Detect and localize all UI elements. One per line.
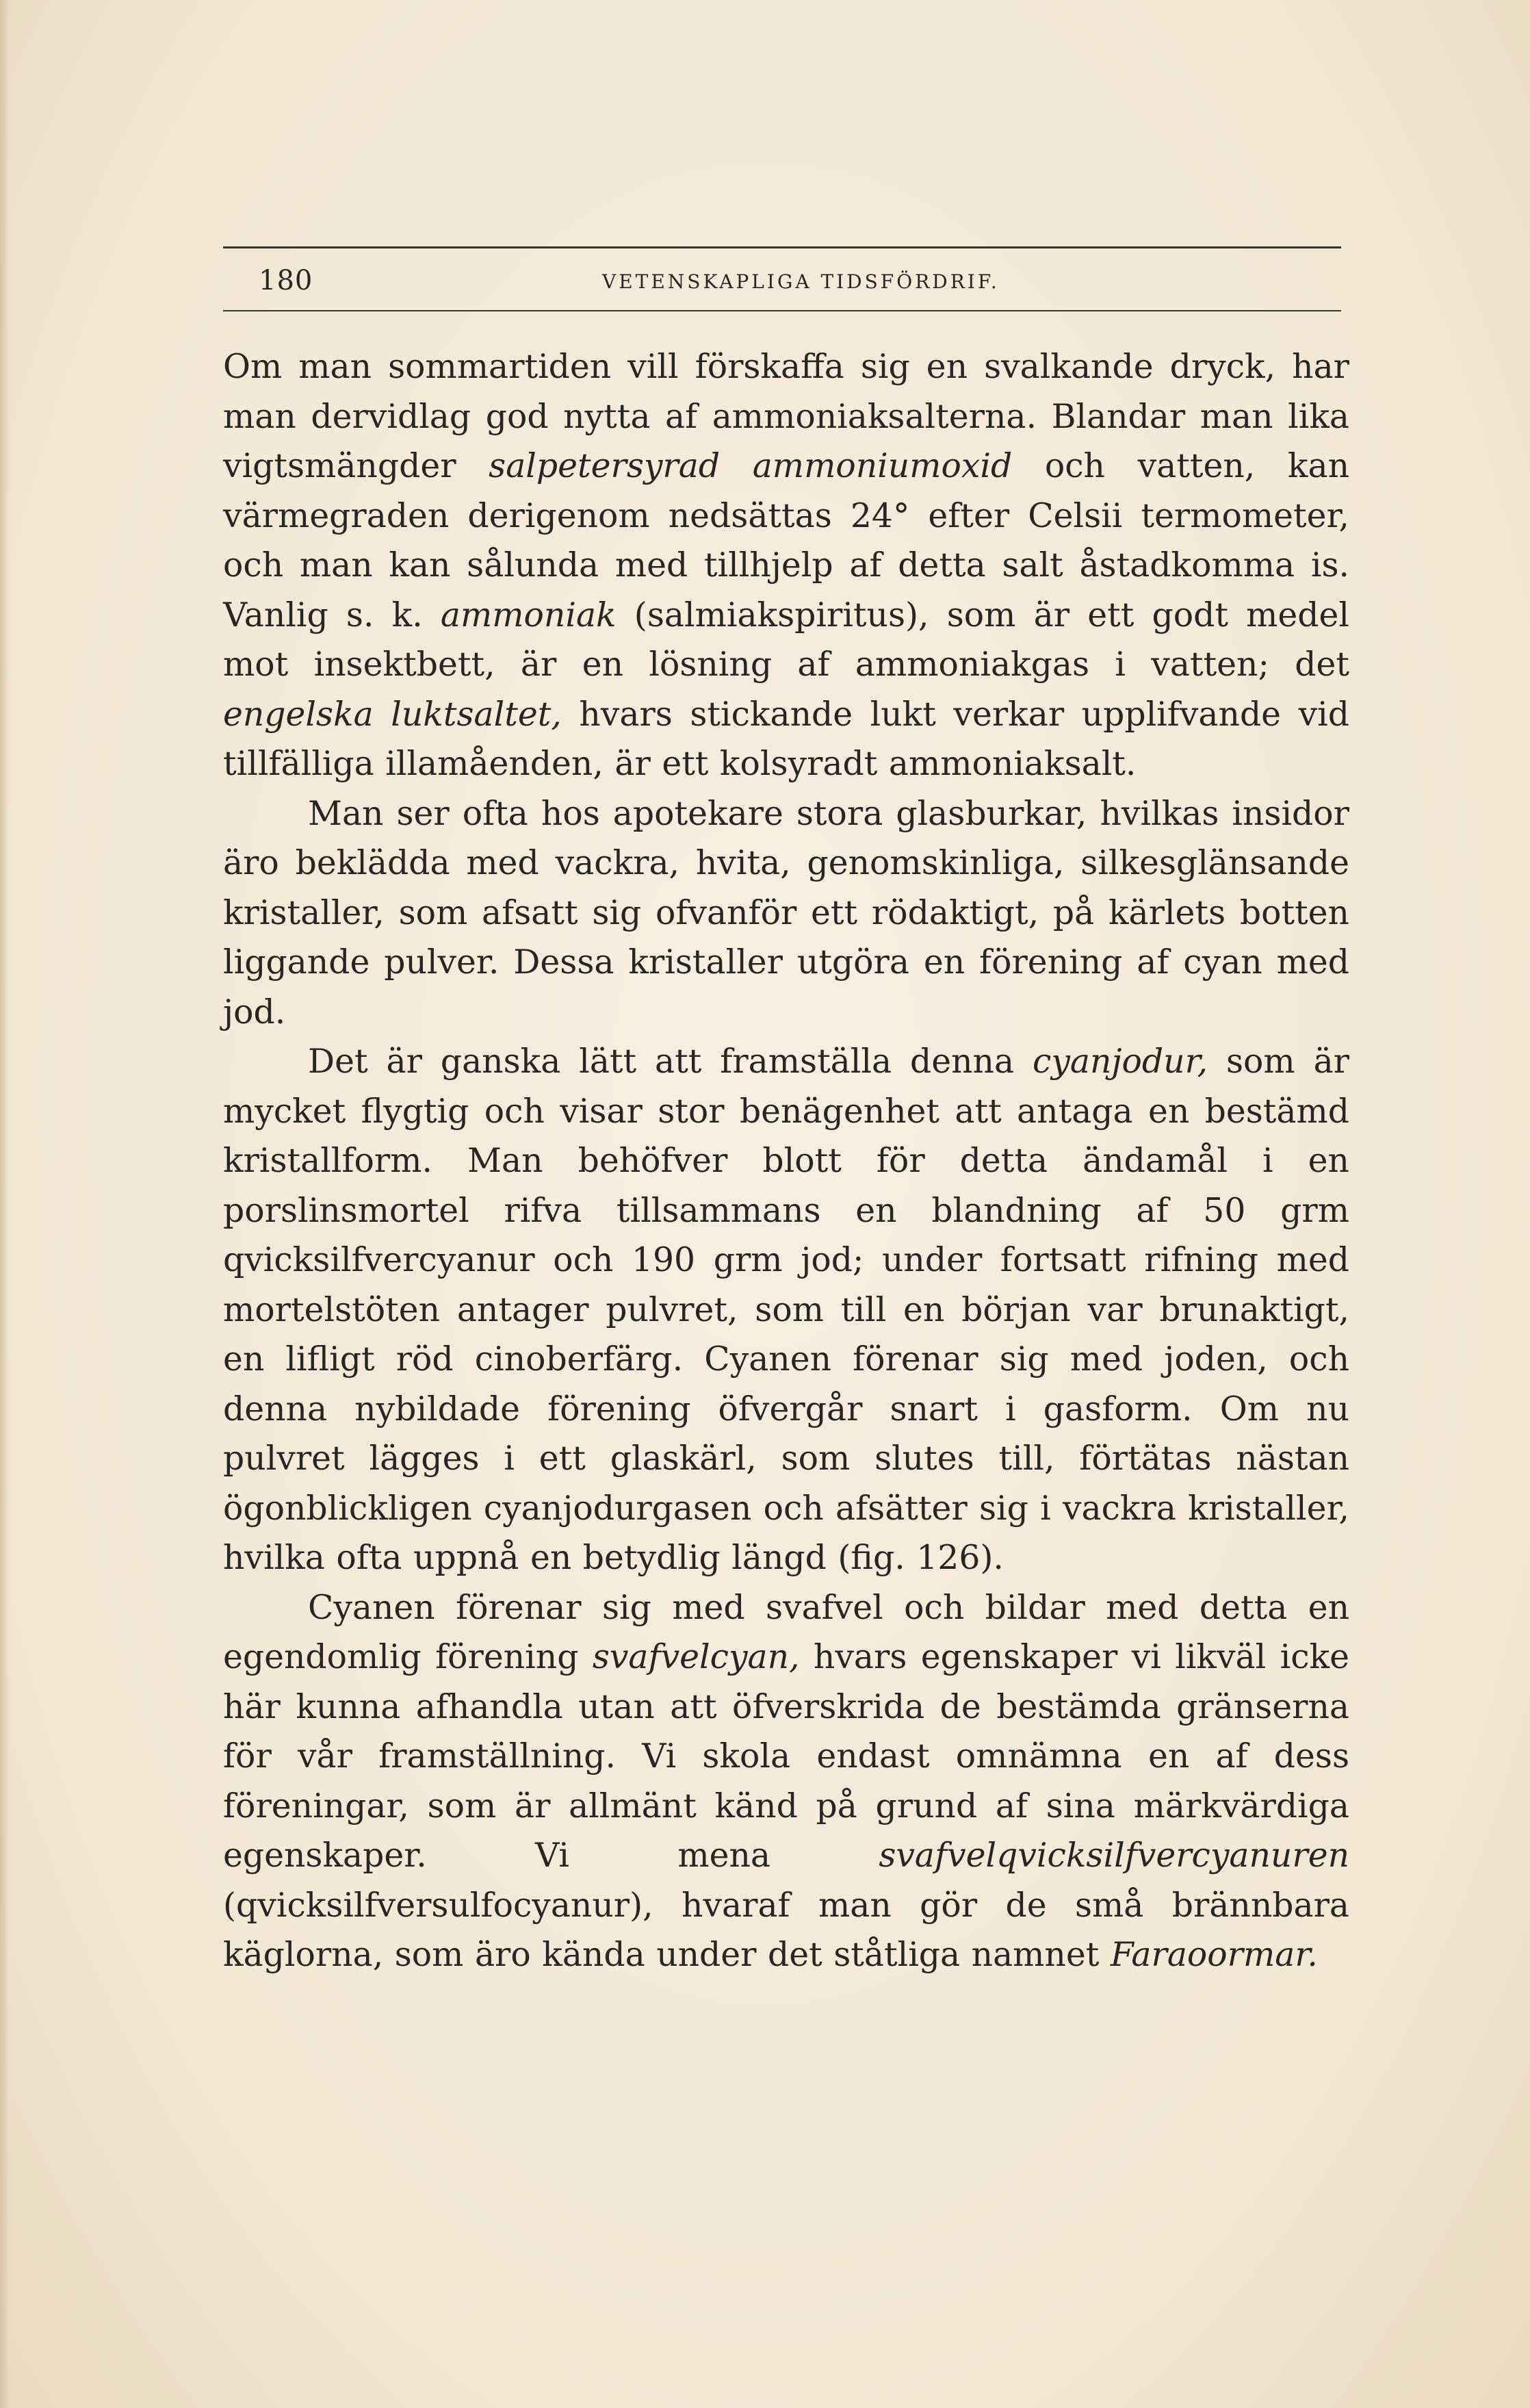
header-top-rule bbox=[223, 246, 1341, 248]
paragraph-ammoniak bbox=[223, 342, 1349, 789]
paragraph-glasburkar bbox=[223, 789, 1349, 1038]
text-run: Man ser ofta hos apotekare stora glasburkar, hvilkas insidor äro beklädda med vackra, hvita, genomskinliga, silkesglänsande kristaller, som afsatt sig ofvanför ett rödaktigt, på kärlets botten liggande pulver. Dessa kristaller utgöra en förening af cyan med jod. bbox=[223, 793, 1349, 1032]
paragraph-cyanjodur bbox=[223, 1037, 1349, 1583]
emphasis-faraoormar: Faraoormar. bbox=[1110, 1935, 1318, 1974]
text-run: Om man sommartiden vill förskaffa sig en svalkande dryck, har man dervidlag god nytta af ammoniaksalterna. Blandar man lika vigtsmängder bbox=[223, 347, 1349, 485]
text-run: och vatten, kan värmegraden derigenom nedsättas 24° efter Celsii termometer, och man kan sålunda med tillhjelp af detta salt åstadkomma is. Vanlig s. k. bbox=[223, 446, 1349, 635]
text-run: hvars egenskaper vi likväl icke här kunna afhandla utan att öfverskrida de bestämda gränserna för vår framställning. Vi skola endast omnämna en af dess föreningar, som är allmänt känd på grund af sina märkvärdiga egenskaper. Vi mena bbox=[223, 1637, 1349, 1875]
text-run: Det är ganska lätt att framställa denna bbox=[308, 1042, 1033, 1081]
emphasis-svafvelqvicksilfvercyanuren: svafvelqvicksilfvercyanuren bbox=[879, 1836, 1349, 1875]
page-number: 180 bbox=[259, 265, 313, 296]
emphasis-svafvelcyan: svafvelcyan, bbox=[592, 1637, 800, 1676]
emphasis-luktsaltet: engelska luktsaltet, bbox=[223, 694, 562, 734]
emphasis-salpetersyrad: salpetersyrad ammoniumoxid bbox=[489, 446, 1013, 485]
text-run: (qvicksilfversulfocyanur), hvaraf man gör de små brännbara käglorna, som äro kända under det ståtliga namnet bbox=[223, 1885, 1349, 1974]
header-bottom-rule bbox=[223, 310, 1341, 311]
emphasis-ammoniak: ammoniak bbox=[440, 595, 617, 635]
text-run: hvars stickande lukt verkar upplifvande vid tillfälliga illamåenden, är ett kolsyradt ammoniaksalt. bbox=[223, 694, 1349, 783]
body-text bbox=[223, 342, 1349, 1980]
running-title: VETENSKAPLIGA TIDSFÖRDRIF. bbox=[602, 270, 1000, 293]
text-run: som är mycket flygtig och visar stor benägenhet att antaga en bestämd kristallform. Man behöfver blott för detta ändamål i en porslinsmortel rifva tillsammans en blandning af 50 grm qvicksilfvercyanur och 190 grm jod; under fortsatt rifning med mortelstöten antager pulvret, som till en början var brunaktigt, en lifligt röd cinoberfärg. Cyanen förenar sig med joden, och denna nybildade förening öfvergår snart i gasform. Om nu pulvret lägges i ett glaskärl, som slutes till, förtätas nästan ögonblickligen cyanjodurgasen och afsätter sig i vackra kristaller, hvilka ofta uppnå en betydlig längd (fig. 126). bbox=[223, 1042, 1350, 1577]
paragraph-svafvelcyan bbox=[223, 1583, 1349, 1980]
emphasis-cyanjodur: cyanjodur, bbox=[1032, 1042, 1208, 1081]
page-edge-shadow bbox=[0, 0, 10, 2408]
text-run: Cyanen förenar sig med svafvel och bildar med detta en egendomlig förening bbox=[223, 1587, 1349, 1676]
text-run: (salmiakspiritus), som är ett godt medel mot insektbett, är en lösning af ammoniakgas i vatten; det bbox=[223, 595, 1349, 684]
